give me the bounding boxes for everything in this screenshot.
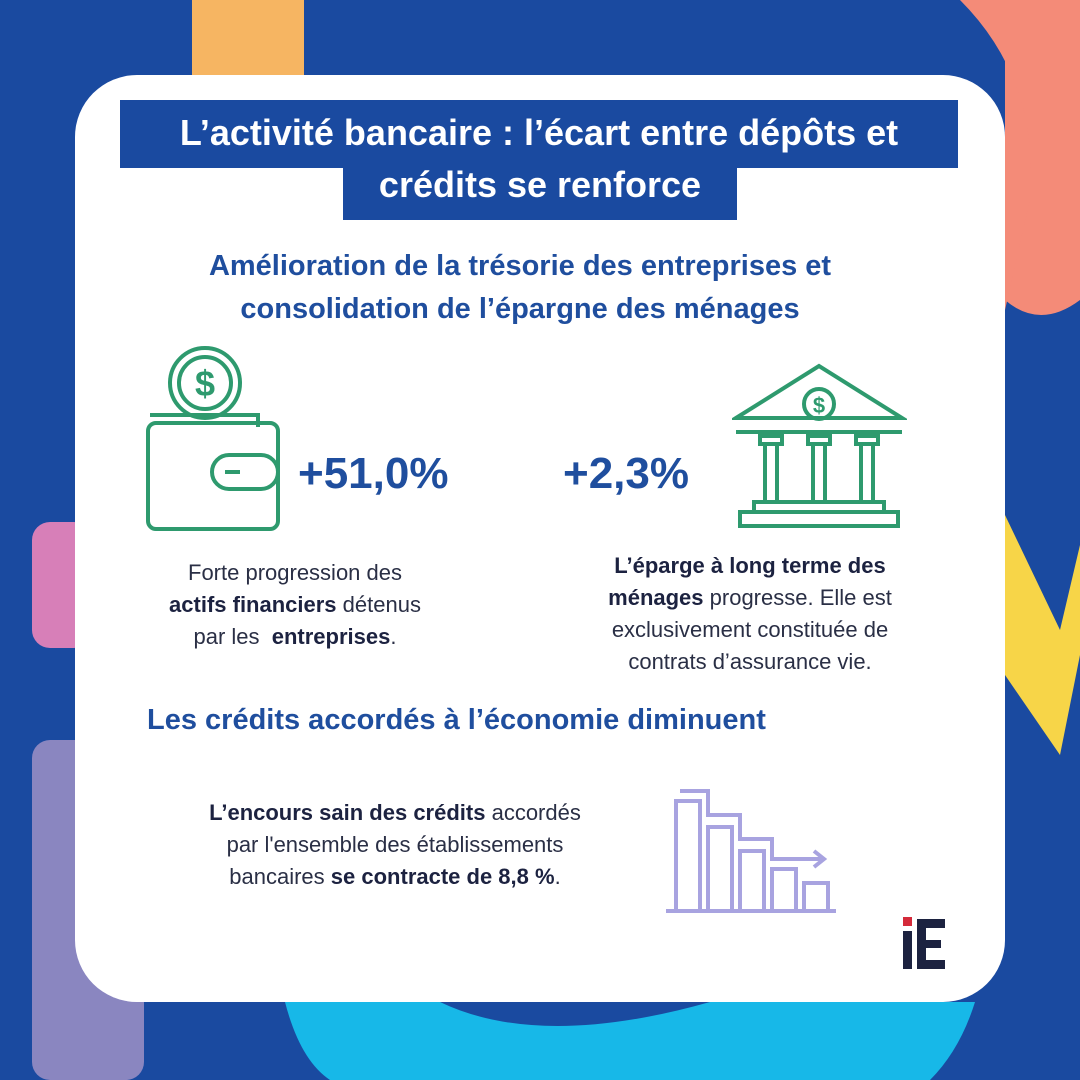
section2-line3 (165, 861, 625, 893)
stat-left-pre3: par les (193, 624, 272, 649)
stat-right-bold2: ménages (608, 585, 704, 610)
stat-left-line1: Forte progression des (188, 560, 402, 585)
section2-line2: par l'ensemble des établissements (226, 832, 564, 857)
bank-icon (732, 362, 907, 532)
stat-left-post3: . (390, 624, 397, 649)
stat-right-line3: exclusivement constituée de (611, 617, 889, 642)
section2-line1 (165, 797, 625, 829)
stat-left-value: +51,0% (298, 449, 449, 498)
section2-description (165, 797, 625, 893)
section2-bold1: L’encours sain des crédits (209, 800, 486, 825)
declining-bar-chart-icon (662, 785, 840, 917)
title-line-2: crédits se renforce (343, 158, 737, 220)
stat-right-bold1: L’éparge à long terme des (614, 553, 886, 578)
svg-text:$: $ (812, 393, 826, 418)
stat-left-rest2: détenus (336, 592, 421, 617)
section2-post3: . (554, 864, 561, 889)
section2-heading: Les crédits accordés à l’économie diminuent (147, 704, 766, 736)
wallet-coin-icon (140, 345, 290, 535)
stat-left-line2 (130, 589, 460, 621)
ie-logo (900, 915, 950, 971)
section2-bold3: se contracte de 8,8 % (330, 864, 555, 889)
stat-left-bold3: entreprises (271, 624, 391, 649)
section2-rest1: accordés (485, 800, 581, 825)
stat-right-line2 (560, 582, 940, 614)
stat-right-value: +2,3% (563, 449, 689, 498)
stat-right-line1 (560, 550, 940, 582)
section1-heading-line2: consolidation de l’épargne des ménages (240, 293, 800, 325)
stat-left-line3 (130, 621, 460, 653)
section1-heading-line1: Amélioration de la trésorie des entreprises et (208, 250, 832, 282)
section2-pre3: bancaires (229, 864, 331, 889)
title-line-1: L’activité bancaire : l’écart entre dépôts et (120, 100, 958, 168)
stat-right-line4: contrats d’assurance vie. (628, 649, 872, 674)
svg-text:$: $ (194, 363, 216, 404)
stat-left-bold1: actifs financiers (169, 592, 337, 617)
stat-right-rest2: progresse. Elle est (703, 585, 892, 610)
stat-left-description (130, 557, 460, 653)
stat-right-description (560, 550, 940, 678)
